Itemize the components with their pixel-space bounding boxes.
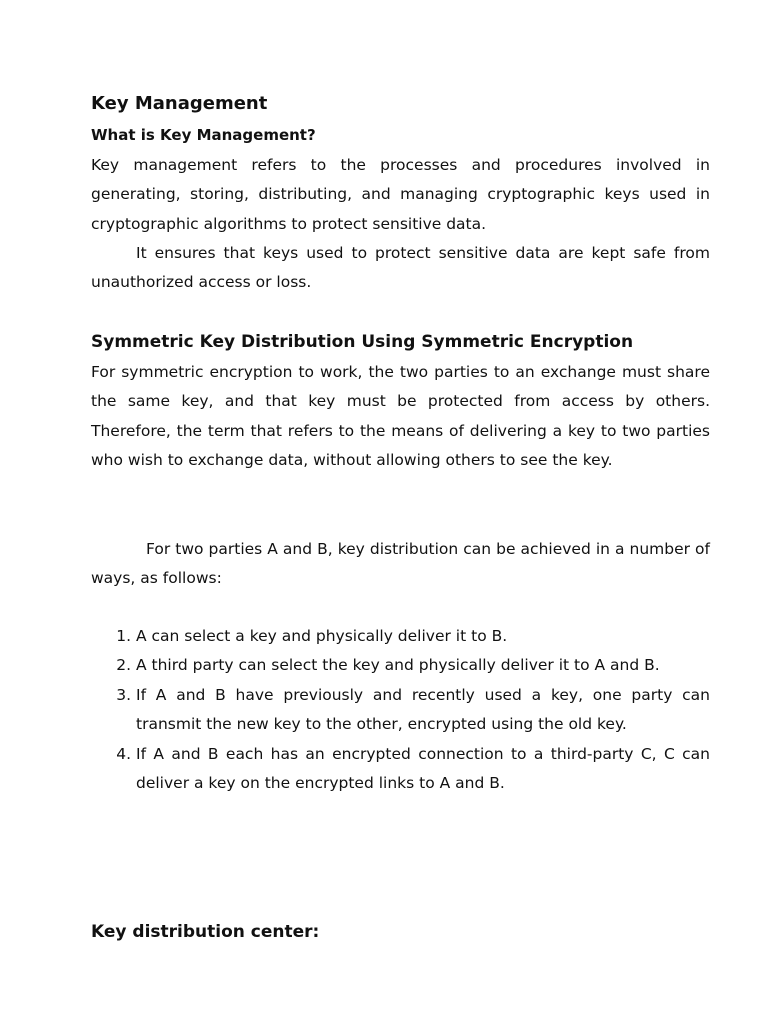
list-item: 3. If A and B have previously and recently used a key, one party can transmit the new key to the other, encrypted using the old key. bbox=[136, 681, 710, 740]
document-title: Key Management bbox=[91, 93, 268, 114]
section-heading-key-distribution-center: Key distribution center: bbox=[91, 922, 320, 942]
paragraph-key-management-definition: Key management refers to the processes and procedures involved in generating, storing, distributing, and managing cryptographic keys used in cryptographic algorithms to protect sensitive data. bbox=[91, 156, 710, 233]
section-heading-what-is-key-management: What is Key Management? bbox=[91, 126, 316, 144]
section-heading-symmetric-key-distribution: Symmetric Key Distribution Using Symmetric Encryption bbox=[91, 332, 634, 352]
list-item: 1. A can select a key and physically deliver it to B. bbox=[136, 622, 710, 651]
key-distribution-methods-list bbox=[91, 622, 710, 798]
paragraph-key-distribution-ways: For two parties A and B, key distribution can be achieved in a number of ways, as follows: bbox=[91, 540, 710, 588]
list-item: 2. A third party can select the key and physically deliver it to A and B. bbox=[136, 651, 710, 680]
list-item: 4. If A and B each has an encrypted connection to a third-party C, C can deliver a key on the encrypted links to A and B. bbox=[136, 740, 710, 799]
paragraph-symmetric-encryption-intro: For symmetric encryption to work, the two parties to an exchange must share the same key, and that key must be protected from access by others. Therefore, the term that refers to the means of delivering a key to two parties who wish to exchange data, without allowing others to see the key. bbox=[91, 363, 710, 470]
paragraph-key-management-purpose: It ensures that keys used to protect sensitive data are kept safe from unauthorized access or loss. bbox=[91, 244, 710, 292]
